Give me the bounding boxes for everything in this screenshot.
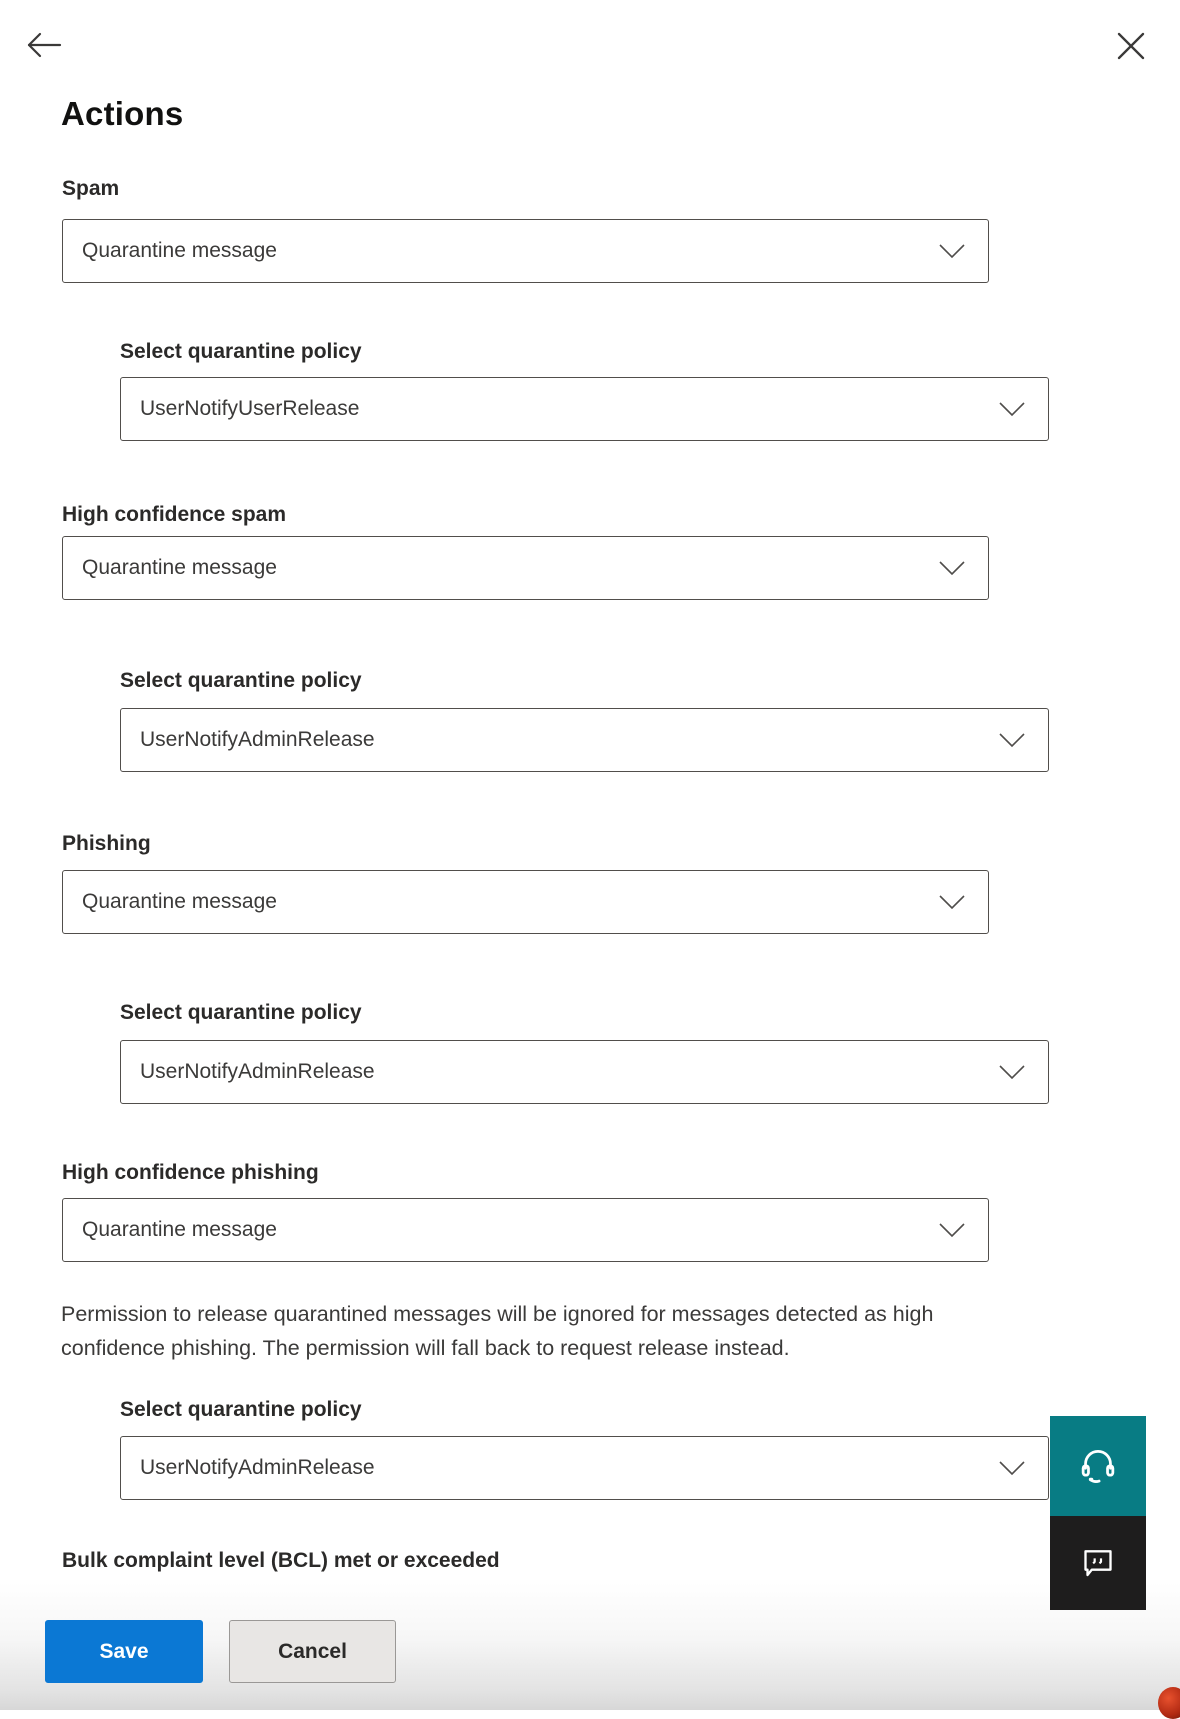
spam-quarantine-policy-value: UserNotifyUserRelease (140, 397, 360, 420)
headset-icon (1076, 1444, 1120, 1488)
quarantine-policy-label: Select quarantine policy (120, 340, 362, 363)
high-confidence-spam-action-dropdown[interactable] (62, 536, 989, 600)
page-title: Actions (61, 95, 184, 132)
chevron-down-icon (938, 242, 966, 260)
back-arrow-icon (26, 30, 64, 64)
hcs-quarantine-policy-value: UserNotifyAdminRelease (140, 728, 375, 751)
chevron-down-icon (998, 1459, 1026, 1477)
quarantine-policy-label: Select quarantine policy (120, 669, 362, 692)
bulk-complaint-level-label: Bulk complaint level (BCL) met or exceeded (62, 1549, 500, 1572)
phishing-label: Phishing (62, 832, 151, 855)
back-button[interactable] (26, 30, 64, 64)
background-artifact (1158, 1687, 1180, 1719)
high-confidence-spam-label: High confidence spam (62, 503, 287, 526)
support-headset-button[interactable] (1050, 1416, 1146, 1516)
quarantine-policy-label: Select quarantine policy (120, 1001, 362, 1024)
chat-bubble-icon (1078, 1543, 1118, 1583)
hcp-quarantine-policy-dropdown[interactable] (120, 1436, 1049, 1500)
chevron-down-icon (938, 893, 966, 911)
phishing-quarantine-policy-value: UserNotifyAdminRelease (140, 1060, 375, 1083)
close-icon (1116, 31, 1146, 61)
spam-action-dropdown[interactable] (62, 219, 989, 283)
close-button[interactable] (1116, 31, 1146, 61)
feedback-chat-button[interactable] (1050, 1516, 1146, 1610)
phishing-quarantine-policy-dropdown[interactable] (120, 1040, 1049, 1104)
hcp-quarantine-policy-value: UserNotifyAdminRelease (140, 1456, 375, 1479)
footer-bar (0, 1582, 1180, 1710)
chevron-down-icon (938, 559, 966, 577)
spam-action-value: Quarantine message (82, 239, 277, 262)
cancel-button[interactable]: Cancel (229, 1620, 396, 1683)
chevron-down-icon (998, 731, 1026, 749)
phishing-action-dropdown[interactable] (62, 870, 989, 934)
chevron-down-icon (938, 1221, 966, 1239)
phishing-action-value: Quarantine message (82, 890, 277, 913)
high-confidence-phishing-label: High confidence phishing (62, 1161, 319, 1184)
spam-label: Spam (62, 177, 120, 200)
hcp-action-value: Quarantine message (82, 1218, 277, 1241)
chevron-down-icon (998, 1063, 1026, 1081)
hcs-action-value: Quarantine message (82, 556, 277, 579)
save-button[interactable]: Save (45, 1620, 203, 1683)
spam-quarantine-policy-dropdown[interactable] (120, 377, 1049, 441)
hcp-permission-note: Permission to release quarantined messages will be ignored for messages detected as high confidence phishing. The permission will fall back to request release instead. (61, 1302, 934, 1360)
hcs-quarantine-policy-dropdown[interactable] (120, 708, 1049, 772)
quarantine-policy-label: Select quarantine policy (120, 1398, 362, 1421)
chevron-down-icon (998, 400, 1026, 418)
high-confidence-phishing-action-dropdown[interactable] (62, 1198, 989, 1262)
